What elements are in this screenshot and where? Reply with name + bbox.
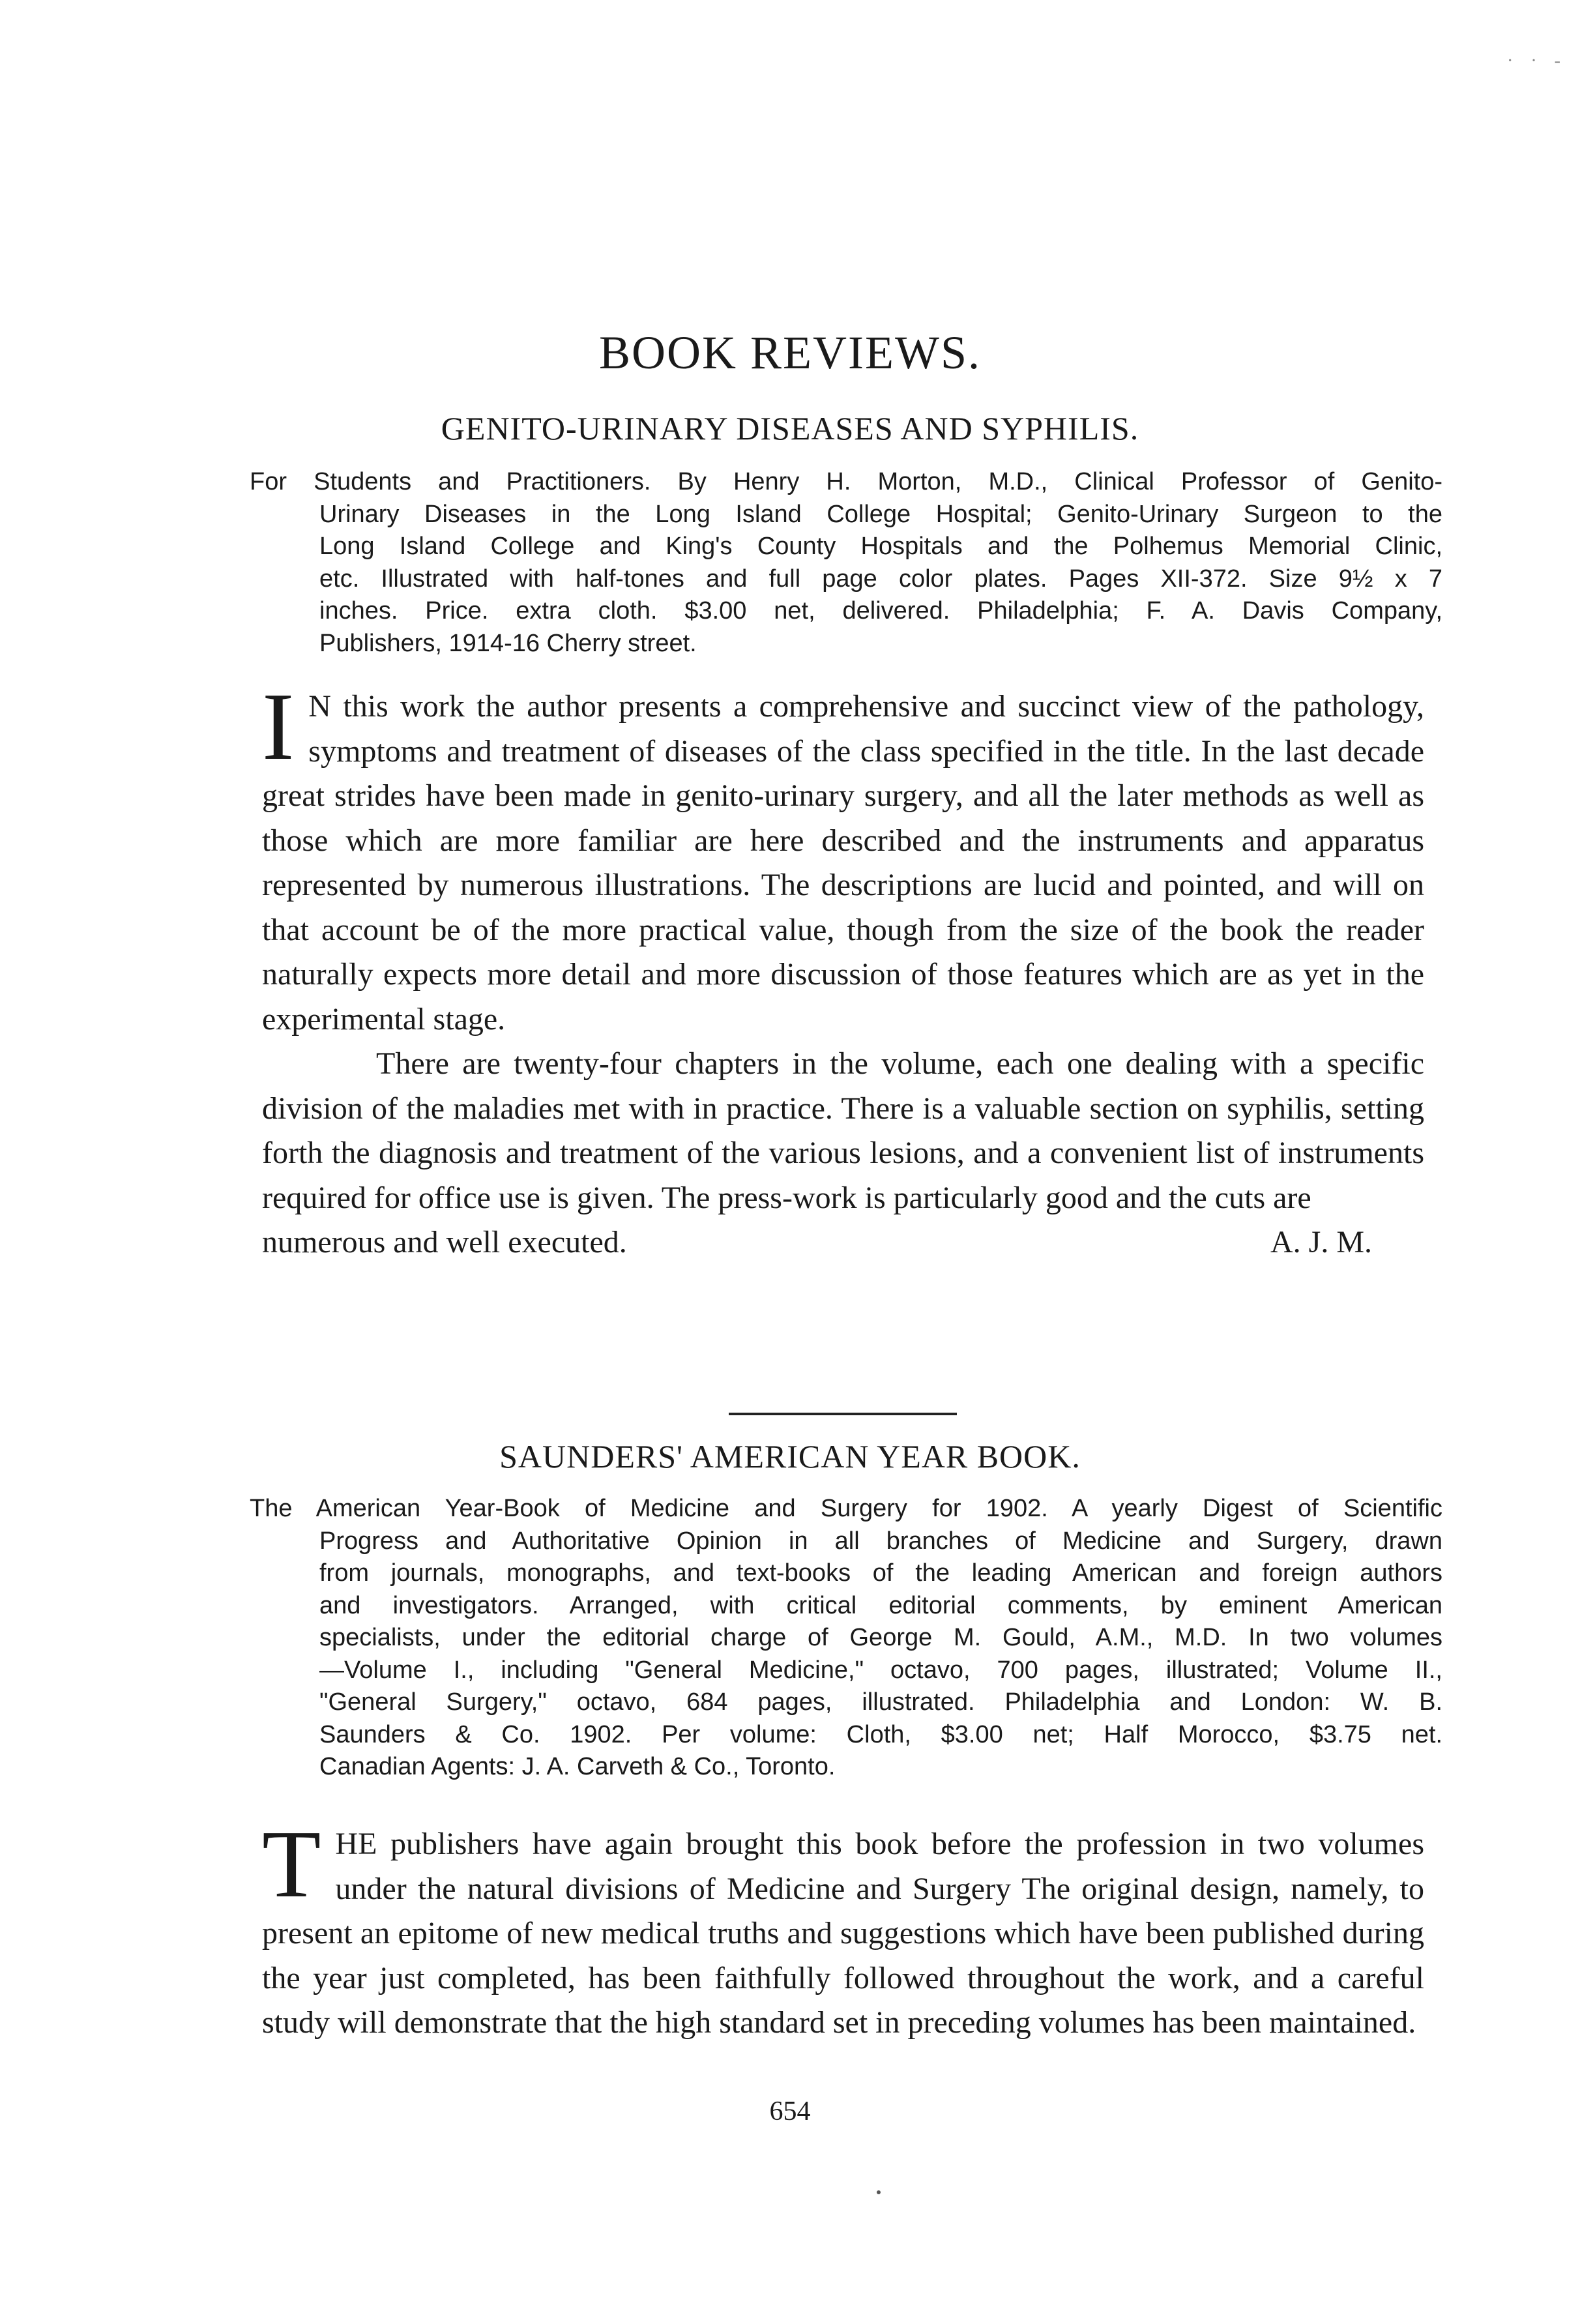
biblio-line: For Students and Practitioners. By Henry H. Morton, M.D., Clinical Professor of Genito- [250,468,1442,495]
drop-cap: I [262,673,295,780]
biblio-line: etc. Illustrated with half-tones and full page color plates. Pages XII-372. Size 9½ x 7 [319,565,1442,593]
biblio-line: specialists, under the editorial charge of George M. Gould, A.M., M.D. In two volumes [319,1624,1442,1651]
review-paragraph: N this work the author presents a comprehensive and succinct view of the pathology, symptoms and treatment of diseases of the class specified in the title. In the last decade great strides have been made in genito-urinary surgery, and all the later methods as well as those which are more familiar are here described and the instruments and apparatus represented by numerous illustrations. The descriptions are lucid and pointed, and will on that account be of the more practical value, though from the size of the book the reader naturally expects more detail and more discussion of those features which are as yet in the experimental stage. [262,689,1424,1037]
page-title: BOOK REVIEWS. [599,327,981,379]
biblio-line: from journals, monographs, and text-books of the leading American and foreign authors [319,1559,1442,1587]
biblio-line: Urinary Diseases in the Long Island College Hospital; Genito-Urinary Surgeon to the [319,500,1442,528]
biblio-line: Canadian Agents: J. A. Carveth & Co., Toronto. [319,1753,836,1780]
scan-speck [877,2190,881,2194]
biblio-line: inches. Price. extra cloth. $3.00 net, delivered. Philadelphia; F. A. Davis Company, [319,597,1442,625]
biblio-line: Publishers, 1914-16 Cherry street. [319,629,697,657]
biblio-line: and investigators. Arranged, with critical editorial comments, by eminent American [319,1591,1442,1619]
section-divider [729,1413,957,1415]
page-number: 654 [769,2096,811,2126]
review-heading-genito-urinary: GENITO-URINARY DISEASES AND SYPHILIS. [441,410,1139,447]
biblio-line: Progress and Authoritative Opinion in all branches of Medicine and Surgery, drawn [319,1527,1442,1555]
bibliographic-note-saunders [250,1493,1442,1784]
biblio-line: "General Surgery," octavo, 684 pages, illustrated. Philadelphia and London: W. B. [319,1688,1442,1716]
review-paragraph-end: numerous and well executed. [262,1225,627,1259]
bibliographic-note-genito-urinary [250,466,1442,660]
review-body-saunders [262,1811,1424,2046]
review-paragraph: HE publishers have again brought this book before the profession in two volumes under the natural divisions of Medicine and Surgery The original design, namely, to present an epitome of new medical truths and suggestions which have been published during the year just completed, has been faithfully followed throughout the work, and a careful study will demonstrate that the high standard set in preceding volumes has been maintained. [262,1827,1424,2040]
reviewer-signature: A. J. M. [1270,1225,1372,1259]
review-body-genito-urinary [262,673,1424,1265]
biblio-line: —Volume I., including "General Medicine," octavo, 700 pages, illustrated; Volume II., [319,1656,1442,1684]
drop-cap: T [262,1811,321,1918]
biblio-line: Saunders & Co. 1902. Per volume: Cloth, $3.00 net; Half Morocco, $3.75 net. [319,1720,1442,1748]
corner-marks: · · - [1507,51,1567,71]
closing-line [262,1220,1424,1265]
review-paragraph: There are twenty-four chapters in the volume, each one dealing with a specific division of the maladies met with in practice. There is a valuable section on syphilis, setting forth the diagnosis and treatment of the various lesions, and a convenient list of instruments required for office use is given. The press-work is particularly good and the cuts are [262,1046,1424,1215]
biblio-line: The American Year-Book of Medicine and Surgery for 1902. A yearly Digest of Scientific [250,1495,1442,1522]
biblio-line: Long Island College and King's County Hospitals and the Polhemus Memorial Clinic, [319,533,1442,560]
review-heading-saunders: SAUNDERS' AMERICAN YEAR BOOK. [499,1438,1081,1475]
